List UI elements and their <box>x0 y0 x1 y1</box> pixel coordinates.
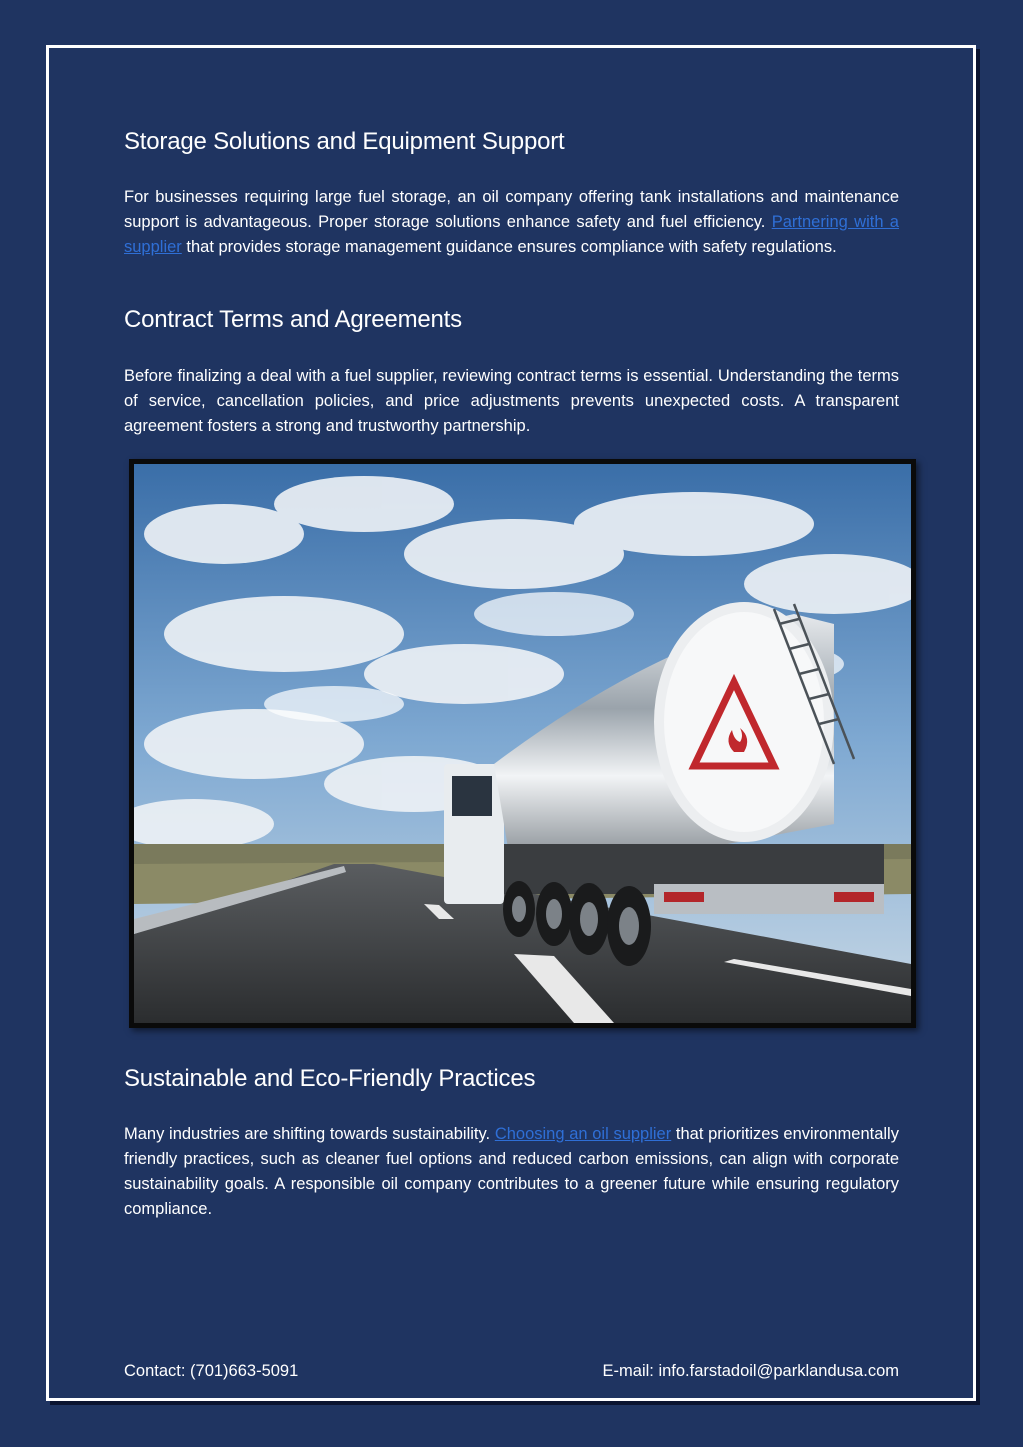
section-sustainable <box>124 1065 899 1222</box>
partnering-supplier-link[interactable]: Partnering with a supplier <box>124 213 899 256</box>
section-paragraph <box>124 1122 899 1222</box>
paragraph-text: that prioritizes environmentally friendly practices, such as cleaner fuel options and reduced carbon emissions, can align with corporate sustainability goals. A responsible oil company contributes to a greener future while ensuring regulatory compliance. <box>124 1125 899 1218</box>
footer-email[interactable]: E-mail: info.farstadoil@parklandusa.com <box>602 1362 899 1380</box>
tanker-truck-photo <box>129 459 916 1028</box>
section-heading: Contract Terms and Agreements <box>124 306 462 333</box>
section-heading: Storage Solutions and Equipment Support <box>124 128 565 155</box>
section-contract <box>124 306 899 439</box>
section-heading: Sustainable and Eco-Friendly Practices <box>124 1065 536 1092</box>
footer-contact: Contact: (701)663-5091 <box>124 1362 299 1380</box>
section-storage <box>124 128 899 260</box>
paragraph-text: that provides storage management guidance ensures compliance with safety regulations. <box>181 238 837 256</box>
section-paragraph <box>124 185 899 260</box>
section-paragraph: Before finalizing a deal with a fuel supplier, reviewing contract terms is essential. Understanding the terms of service, cancellation policies, and price adjustments prevents unexpected costs. A transparent agreement fosters a strong and trustworthy partnership. <box>124 367 899 435</box>
paragraph-text: For businesses requiring large fuel storage, an oil company offering tank installations and maintenance support is advantageous. Proper storage solutions enhance safety and fuel efficiency. <box>124 188 899 231</box>
paragraph-text: Many industries are shifting towards sustainability. <box>124 1125 495 1143</box>
choosing-supplier-link[interactable]: Choosing an oil supplier <box>494 1125 672 1143</box>
